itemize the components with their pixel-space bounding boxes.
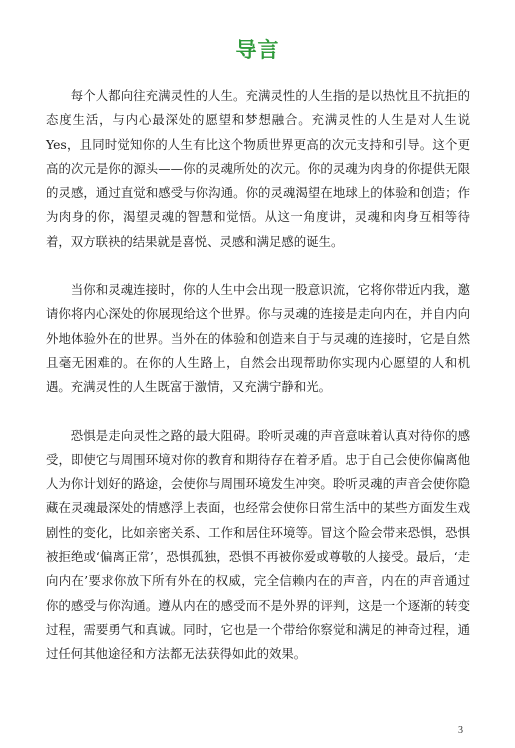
page-number: 3 — [458, 725, 463, 736]
paragraph-1: 每个人都向往充满灵性的人生。充满灵性的人生指的是以热忱且不抗拒的态度生活，与内心最深处的愿望和梦想融合。充满灵性的人生是对人生说Yes，且同时觉知你的人生有比这个物质世界更高的次元支持和引导。这个更高的次元是你的源头——你的灵魂所处的次元。你的灵魂为肉身的你提供无限的灵感，通过直觉和感受与你沟通。你的灵魂渴望在地球上的体验和创造；作为肉身的你，渴望灵魂的智慧和觉悟。从这一角度讲，灵魂和肉身互相等待着，双方联袂的结果就是喜悦、灵感和满足感的诞生。 — [46, 88, 470, 249]
paragraph-2: 当你和灵魂连接时，你的人生中会出现一股意识流，它将你带近内我，邀请你将内心深处的你展现给这个世界。你与灵魂的连接是走向内在，并自内向外地体验外在的世界。当外在的体验和创造来自于与灵魂的连接时，它是自然且毫无困难的。在你的人生路上，自然会出现帮助你实现内心愿望的人和机遇。充满灵性的人生既富于激情，又充满宁静和光。 — [46, 282, 470, 395]
page-title: 导言 — [235, 38, 280, 62]
paragraph-3: 恐惧是走向灵性之路的最大阻碍。聆听灵魂的声音意味着认真对待你的感受，即使它与周围环境对你的教育和期待存在着矛盾。忠于自己会使你偏离他人为你计划好的路途，会使你与周围环境发生冲突。聆听灵魂的声音会使你隐藏在灵魂最深处的情感浮上表面，也经常会使你日常生活中的某些方面发生戏剧性的变化，比如亲密关系、工作和居住环境等。冒这个险会带来恐惧，恐惧被拒绝或‘偏离正常’，恐惧孤独，恐惧不再被你爱或尊敬的人接受。最后，‘走向内在’要求你放下所有外在的权威，完全信赖内在的声音，内在的声音通过你的感受与你沟通。遵从内在的感受而不是外界的评判，这是一个逐渐的转变过程，需要勇气和真诚。同时，它也是一个带给你察觉和满足的神奇过程，通过任何其他途径和方法都无法获得如此的效果。 — [46, 427, 470, 662]
body-text — [46, 84, 470, 691]
